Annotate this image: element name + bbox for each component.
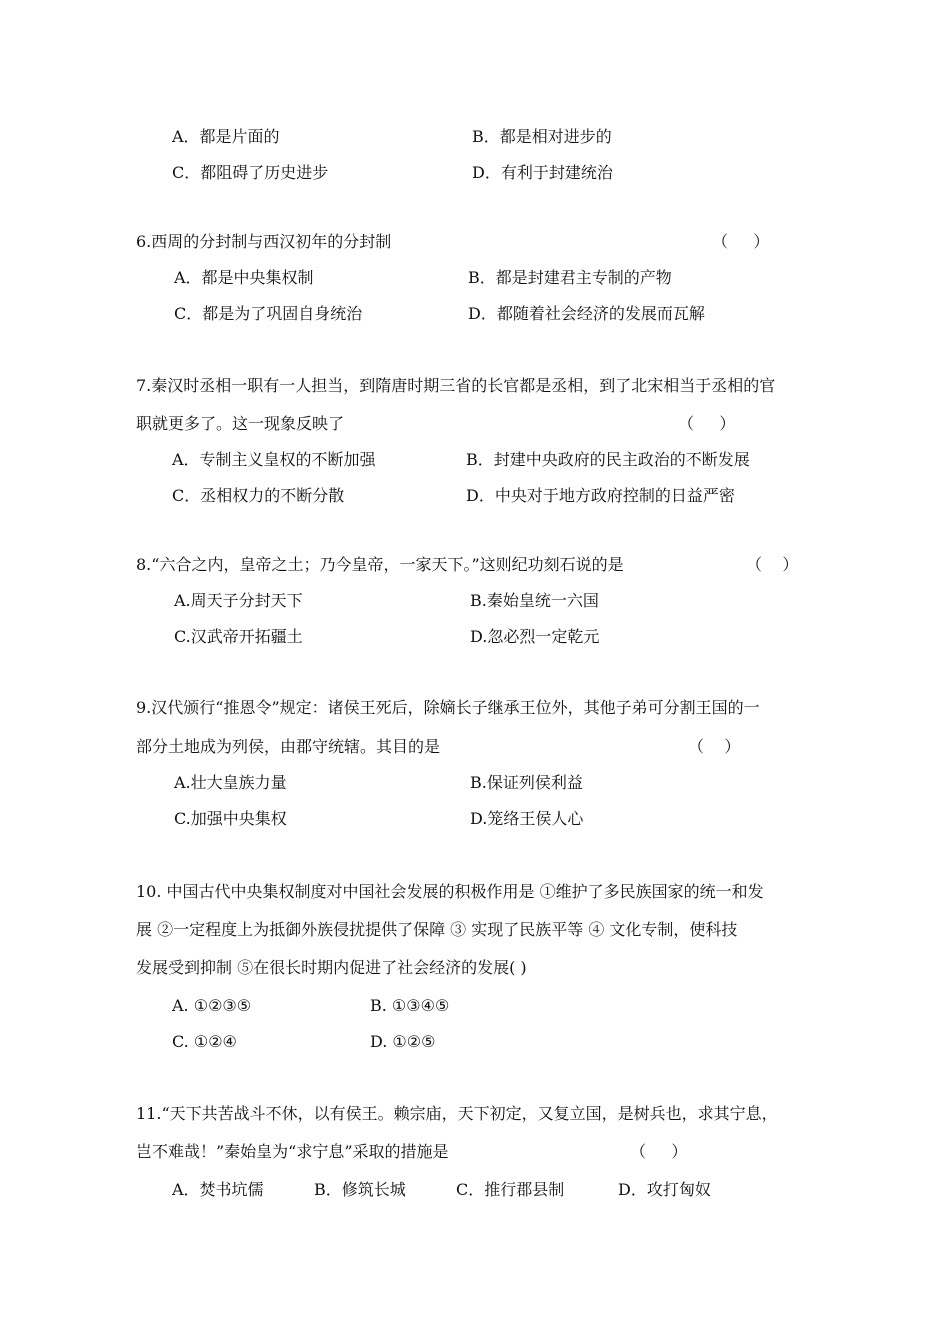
q8-answer-bracket: （ ） <box>746 555 799 574</box>
q9-stem-line2: 部分土地成为列侯，由郡守统辖。其目的是 <box>136 737 441 756</box>
q6-option-d: D．都随着社会经济的发展而瓦解 <box>468 304 705 323</box>
q7-option-c: C．丞相权力的不断分散 <box>172 486 345 505</box>
q9-option-c: C.加强中央集权 <box>174 809 287 828</box>
q11-option-d: D．攻打匈奴 <box>618 1180 711 1199</box>
q10-option-d: D. ①②⑤ <box>370 1032 436 1051</box>
q5-option-a: A．都是片面的 <box>172 127 280 146</box>
q10-option-a: A. ①②③⑤ <box>172 996 252 1015</box>
q7-option-d: D．中央对于地方政府控制的日益严密 <box>466 486 735 505</box>
q8-option-c: C.汉武帝开拓疆土 <box>174 627 303 646</box>
q8-option-a: A.周天子分封天下 <box>174 591 303 610</box>
q11-option-c: C．推行郡县制 <box>456 1180 565 1199</box>
q10-stem-line2: 展 ②一定程度上为抵御外族侵扰提供了保障 ③ 实现了民族平等 ④ 文化专制，使科技 <box>136 920 738 939</box>
q9-answer-bracket: （ ） <box>688 737 741 756</box>
q10-stem-line3: 发展受到抑制 ⑤在很长时期内促进了社会经济的发展( ) <box>136 958 527 977</box>
q7-answer-bracket: （ ） <box>678 414 736 433</box>
q11-option-b: B．修筑长城 <box>314 1180 406 1199</box>
q5-option-b: B．都是相对进步的 <box>472 127 612 146</box>
q7-option-b: B．封建中央政府的民主政治的不断发展 <box>466 450 750 469</box>
q5-option-c: C．都阻碍了历史进步 <box>172 163 329 182</box>
q7-stem-line2: 职就更多了。这一现象反映了 <box>136 414 345 433</box>
q10-stem-line1: 10. 中国古代中央集权制度对中国社会发展的积极作用是 ①维护了多民族国家的统一和发 <box>136 882 764 901</box>
q6-option-c: C．都是为了巩固自身统治 <box>174 304 363 323</box>
q8-stem: 8.“六合之内，皇帝之土；乃今皇帝，一家天下。”这则纪功刻石说的是 <box>136 555 624 574</box>
q11-stem-line2: 岂不难哉！”秦始皇为“求宁息”采取的措施是 <box>136 1142 449 1161</box>
q5-option-d: D．有利于封建统治 <box>472 163 613 182</box>
q9-stem-line1: 9.汉代颁行“推恩令”规定：诸侯王死后，除嫡长子继承王位外，其他子弟可分割王国的一 <box>136 698 760 717</box>
q6-option-b: B．都是封建君主专制的产物 <box>468 268 672 287</box>
q6-answer-bracket: （ ） <box>712 232 770 251</box>
q10-option-c: C. ①②④ <box>172 1032 237 1051</box>
q8-option-b: B.秦始皇统一六国 <box>470 591 599 610</box>
q9-option-a: A.壮大皇族力量 <box>174 773 287 792</box>
q11-stem-line1: 11.“天下共苦战斗不休，以有侯王。赖宗庙，天下初定，又复立国，是树兵也，求其宁息， <box>136 1104 778 1123</box>
q11-option-a: A．焚书坑儒 <box>172 1180 264 1199</box>
q10-option-b: B. ①③④⑤ <box>370 996 450 1015</box>
q11-answer-bracket: （ ） <box>630 1142 688 1161</box>
q9-option-d: D.笼络王侯人心 <box>470 809 584 828</box>
q7-stem-line1: 7.秦汉时丞相一职有一人担当，到隋唐时期三省的长官都是丞相，到了北宋相当于丞相的官 <box>136 376 776 395</box>
q6-stem: 6.西周的分封制与西汉初年的分封制 <box>136 232 392 251</box>
q9-option-b: B.保证列侯利益 <box>470 773 583 792</box>
q7-option-a: A．专制主义皇权的不断加强 <box>172 450 376 469</box>
q8-option-d: D.忽必烈一定乾元 <box>470 627 600 646</box>
q6-option-a: A．都是中央集权制 <box>174 268 314 287</box>
